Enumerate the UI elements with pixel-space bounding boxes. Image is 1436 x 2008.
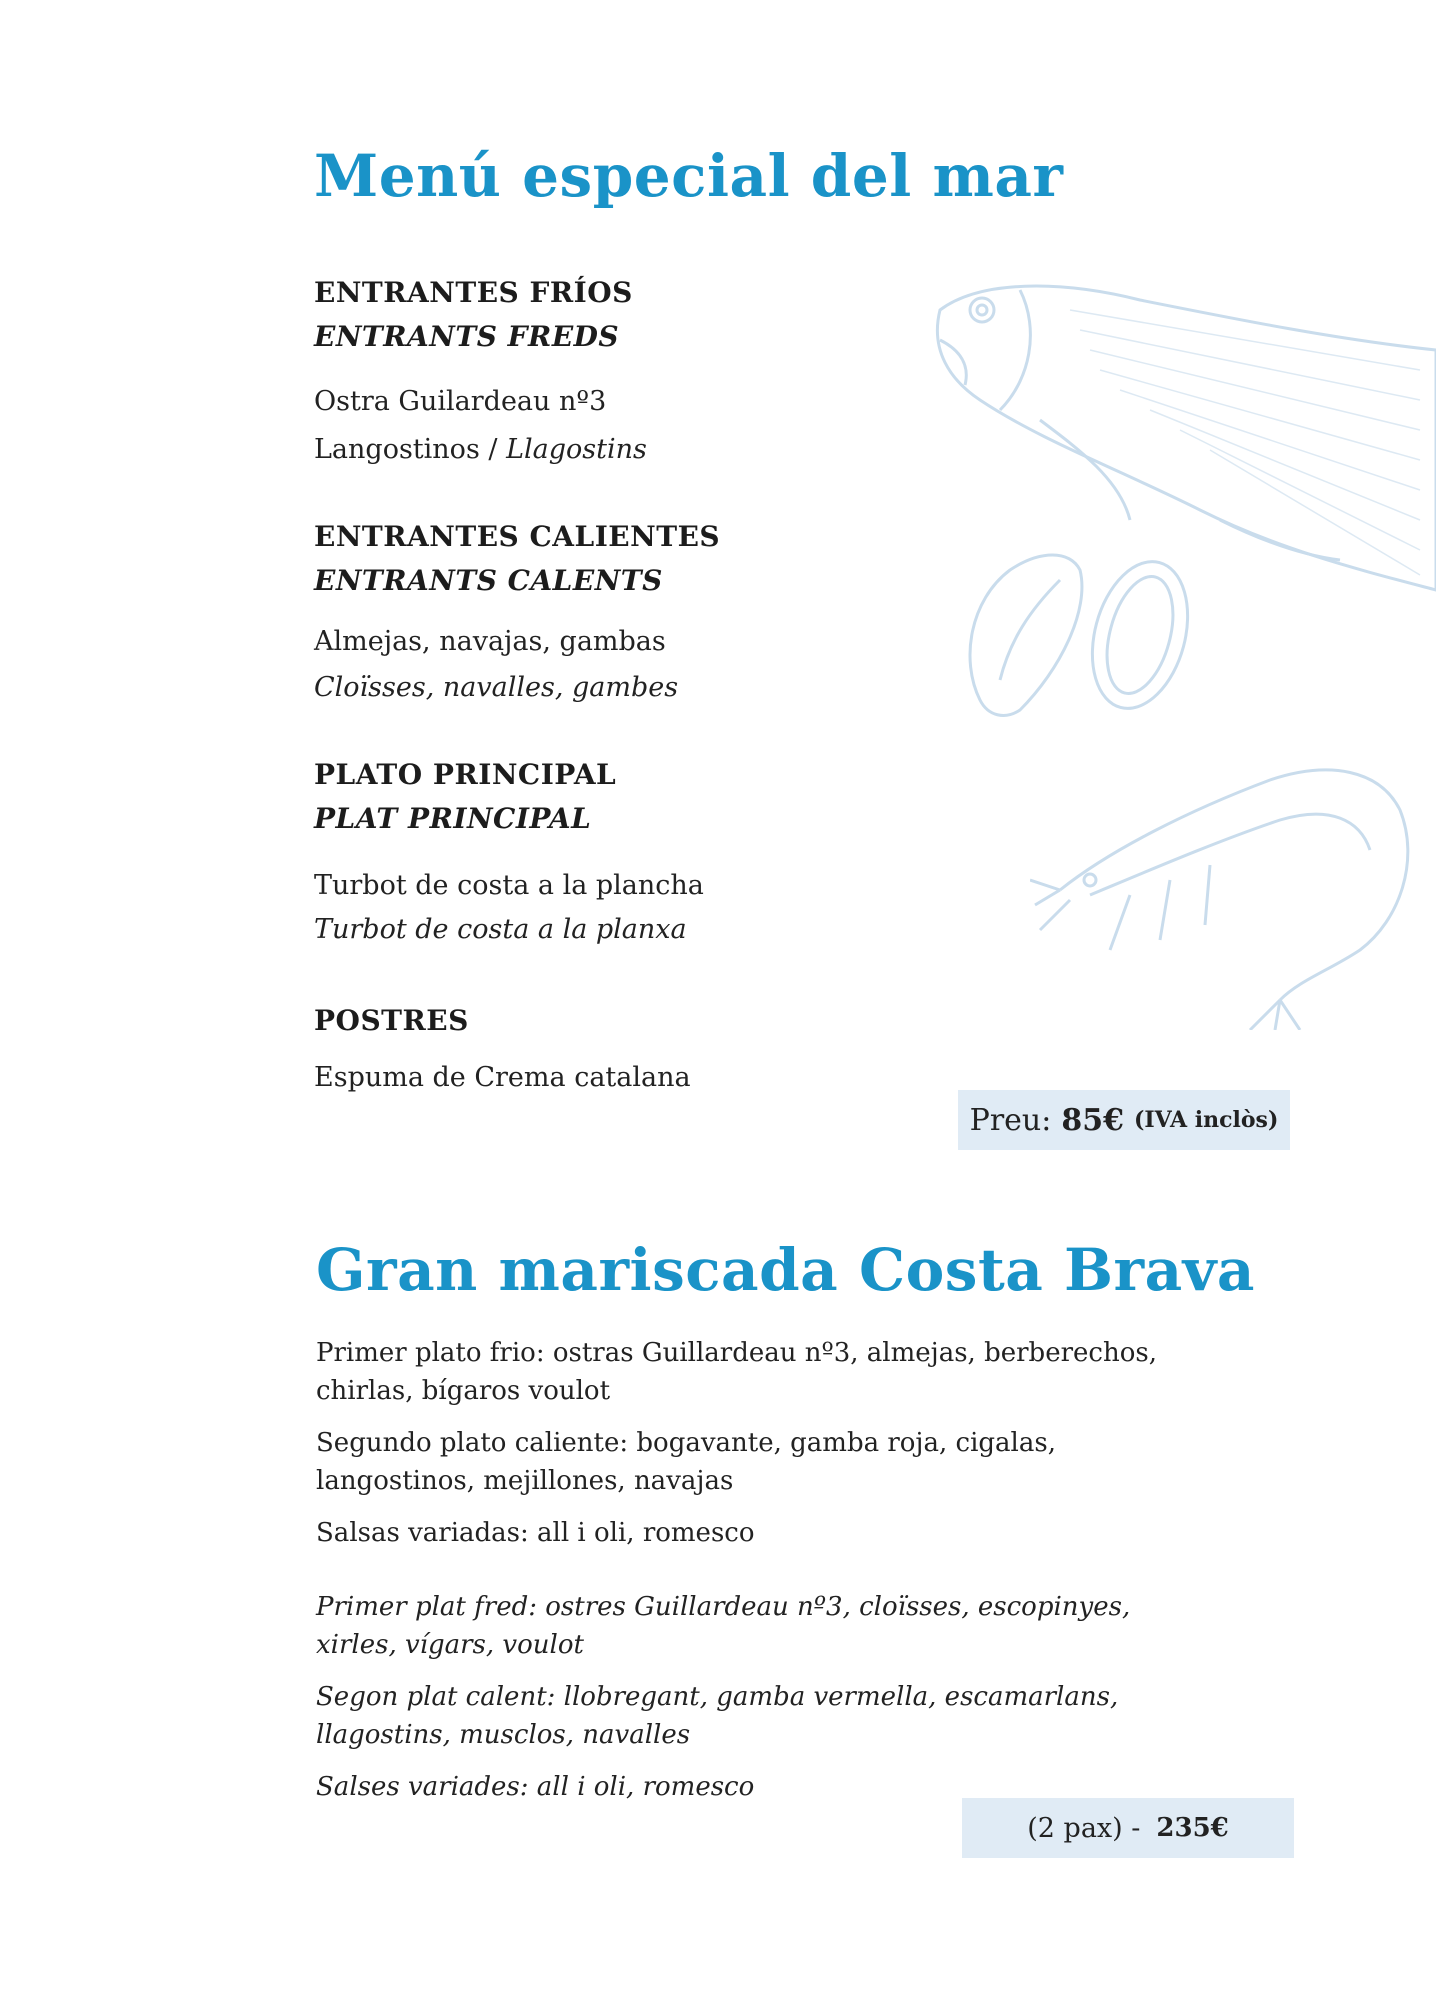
menu1-title: Menú especial del mar — [314, 142, 1064, 210]
price-amount: 85€ — [1061, 1102, 1124, 1138]
section-main-ca: PLAT PRINCIPAL — [314, 802, 592, 835]
item-prawns-ca: Llagostins — [506, 434, 647, 465]
desc-line: xirles, vígars, voulot — [316, 1630, 584, 1660]
item-main-es: Turbot de costa a la plancha — [314, 870, 704, 901]
item-hot-ca: Cloïsses, navalles, gambes — [314, 672, 679, 703]
section-hot-starters-ca: ENTRANTS CALENTS — [314, 564, 663, 597]
desc-line: langostinos, mejillones, navajas — [316, 1466, 734, 1496]
menu2-price — [962, 1798, 1294, 1858]
desc-line: chirlas, bígaros voulot — [316, 1376, 611, 1406]
item-hot-es: Almejas, navajas, gambas — [314, 626, 666, 657]
item-main-ca: Turbot de costa a la planxa — [314, 914, 687, 945]
mussels-illustration — [940, 540, 1200, 720]
menu2-title: Gran mariscada Costa Brava — [316, 1236, 1255, 1304]
section-desserts: POSTRES — [314, 1004, 469, 1037]
desc-line: Primer plato frio: ostras Guillardeau nº3, almejas, berberechos, — [316, 1338, 1157, 1368]
section-cold-starters-es: ENTRANTES FRÍOS — [314, 276, 633, 309]
desc-line: llagostins, musclos, navalles — [316, 1720, 691, 1750]
desc-line: Segundo plato caliente: bogavante, gamba roja, cigalas, — [316, 1428, 1056, 1458]
section-hot-starters-es: ENTRANTES CALIENTES — [314, 520, 721, 553]
desc-line: Salses variades: all i oli, romesco — [316, 1772, 755, 1802]
price-pax: (2 pax) - — [1027, 1812, 1141, 1844]
section-main-es: PLATO PRINCIPAL — [314, 758, 617, 791]
item-prawns-es: Langostinos / — [314, 434, 498, 465]
desc-line: Segon plat calent: llobregant, gamba vermella, escamarlans, — [316, 1682, 1119, 1712]
shrimp-illustration — [1030, 730, 1420, 1030]
desc-line: Primer plat fred: ostres Guillardeau nº3, cloïsses, escopinyes, — [316, 1592, 1131, 1622]
item-dessert: Espuma de Crema catalana — [314, 1062, 691, 1093]
item-oyster: Ostra Guilardeau nº3 — [314, 386, 607, 417]
section-cold-starters-ca: ENTRANTS FREDS — [314, 320, 620, 353]
price-label: Preu: — [969, 1102, 1052, 1138]
menu2-description-ca — [316, 1588, 1130, 1806]
menu1-price — [958, 1090, 1290, 1150]
price-amount: 235€ — [1156, 1813, 1229, 1843]
price-note: (IVA inclòs) — [1133, 1107, 1279, 1133]
item-prawns — [314, 434, 647, 465]
desc-line: Salsas variadas: all i oli, romesco — [316, 1518, 755, 1548]
menu2-description-es — [316, 1334, 1157, 1552]
